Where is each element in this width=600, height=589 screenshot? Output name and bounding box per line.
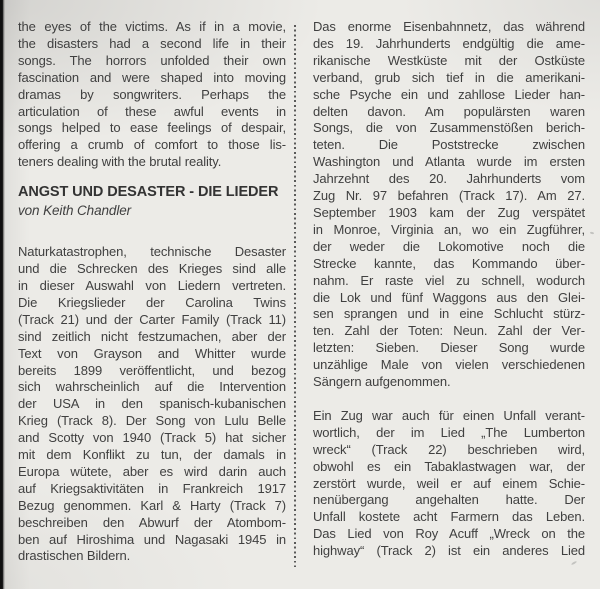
text-line: und die Schrecken des Krieges sind alle [18,261,286,277]
text-line: Sängern aufgenommen. [313,374,451,390]
text-line: Ein Zug war auch für einen Unfall verant- [313,407,585,423]
text-line: Jahrzehnt des 20. Jahrhunderts vom [313,171,585,187]
text-line: des 19. Jahrhunderts endgültig die ame- [313,35,585,51]
text-line: dramas by songwriters. Perhaps the [18,86,286,102]
text-line: wortlich, der im Lied „The Lumberton [313,424,585,440]
text-line: Europa wütete, aber es wird darin auch [18,463,286,479]
text-line: and Scotty von 1940 (Track 5) hat sicher [18,430,286,446]
text-line: Text von Grayson and Whitter wurde [18,345,286,361]
text-line: Die Kriegslieder der Carolina Twins [18,294,286,310]
text-line: Das Lied von Roy Acuff „Wreck on the [313,526,585,542]
text-line: songs. The horrors unfolded their own [18,52,286,68]
text-line: sen sprangen und in eine Schlucht stürz- [313,306,585,322]
text-line: the disasters had a second life in their [18,35,286,51]
text-line: sche Psyche ein und zahllose Lieder han- [313,86,585,102]
text-line: in Monroe, Virginia an, wo ein Zugführer, [313,221,585,237]
scan-edge-strip [0,0,5,589]
text-line: ben auf Hiroshima und Nagasaki 1945 in [18,531,286,547]
text-line: bereits 1899 veröffentlicht, und bezog [18,362,286,378]
text-line: Strecke kannte, das Kommando über- [313,255,585,271]
text-line: die Lok und fünf Waggons aus den Glei- [313,289,585,305]
left-column [18,19,286,565]
text-line: verband, grub sich tief in die amerikani- [313,69,585,85]
text-line: drastischen Bildern. [18,548,131,564]
text-line: unzählige Male von vielen verschiedenen [313,357,585,373]
text-line: rikanische Westküste mit der Ostküste [313,52,585,68]
railroad-paragraph [313,19,585,391]
text-line: Zug Nr. 97 befahren (Track 17). Am 27. [313,188,585,204]
text-line: offering a crumb of comfort to those lis- [18,137,286,153]
text-line: ten. Zahl der Toten: Neun. Zahl der Ver- [313,323,585,339]
text-line: Washington und Atlanta wurde im ersten [313,154,585,170]
text-line: Unfall kostete acht Farmern das Leben. [313,509,585,525]
text-line: teners dealing with the brutal reality. [18,154,222,170]
text-line: der USA in den spanisch-kubanischen [18,396,286,412]
right-column [313,19,585,560]
intro-paragraph [18,19,286,171]
text-line: Bezug genommen. Karl & Harty (Track 7) [18,497,286,513]
text-line: letzten: Sieben. Dieser Song wurde [313,340,585,356]
text-line: Songs, die von Zusammenstößen berich- [313,120,585,136]
text-line: nenübergang angehalten hatte. Der [313,492,585,508]
text-line: fascination and were shaped into moving [18,69,286,85]
text-line: Das enorme Eisenbahnnetz, das während [313,19,585,34]
text-line: wreck“ (Track 22) beschrieben wird, [313,441,585,457]
text-line: sind zeitlich nicht festzumachen, aber der [18,328,286,344]
text-line: der weder die Lokomotive noch die [313,238,585,254]
lumberton-paragraph [313,408,585,560]
text-line: zerstört wurde, weil er auf einem Schie- [313,475,585,491]
text-line: September 1903 kam der Zug verspätet [313,204,585,220]
text-line: (Track 21) und der Carter Family (Track 11) [18,311,286,327]
text-line: mit dem Konflikt zu tun, der damals in [18,447,286,463]
section-title: ANGST UND DESASTER - DIE LIEDER [18,184,279,201]
byline: von Keith Chandler [18,203,132,219]
text-line: songs helped to ease feelings of despair, [18,120,286,136]
text-line: nahm. Er raste viel zu schnell, wodurch [313,272,585,288]
text-line: beschreiben den Abwurf der Atombom- [18,514,286,530]
text-line: Naturkatastrophen, technische Desaster [18,244,286,260]
text-line: sich wahrscheinlich auf die Intervention [18,379,286,395]
text-line: teten. Die Poststrecke zwischen [313,137,585,153]
text-line: in dieser Auswahl von Liedern vertreten. [18,277,286,293]
text-line: obwohl es ein Tabaklastwagen war, der [313,458,585,474]
left-body-paragraph [18,244,286,565]
text-line: Krieg (Track 8). Der Song von Lulu Belle [18,413,286,429]
scan-speck [571,561,577,566]
text-line: delten davon. Am populärsten waren [313,103,585,119]
text-line: auf Kriegsaktivitäten in Frankreich 1917 [18,480,286,496]
text-line: the eyes of the victims. As if in a movie, [18,19,286,34]
text-line: articulation of these awful events in [18,103,286,119]
text-line: highway“ (Track 2) ist ein anderes Lied [313,543,585,559]
column-divider-dotted-line [294,25,296,567]
scan-speck [590,232,594,235]
